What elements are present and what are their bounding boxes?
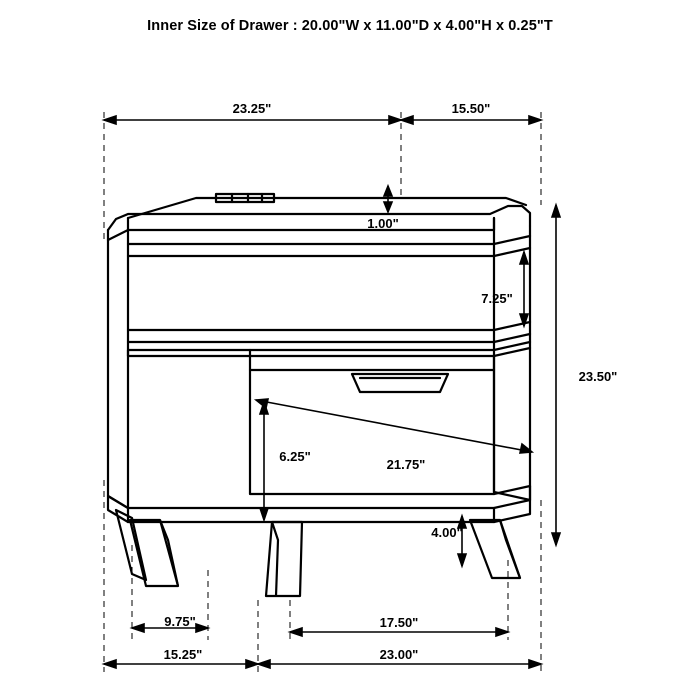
page-title: Inner Size of Drawer : 20.00"W x 11.00"D x 4.00"H x 0.25"T: [147, 18, 553, 34]
dim-overall-height: 23.50": [578, 369, 618, 384]
dim-base-depth: 17.50": [379, 615, 419, 630]
cabinet-outline: [108, 194, 530, 522]
dim-base-left-width: 15.25": [163, 647, 203, 662]
dim-leg-offset: 9.75": [164, 614, 196, 629]
dim-base-front-width: 23.00": [379, 647, 419, 662]
dim-upper-opening-height: 7.25": [481, 291, 513, 306]
dim-top-lip-height: 1.00": [367, 216, 399, 231]
dim-top-side-depth: 15.50": [451, 101, 491, 116]
dim-leg-height: 4.00": [431, 525, 463, 540]
extension-lines: [104, 112, 556, 672]
dim-lower-drawer-height: 6.25": [279, 449, 311, 464]
dimension-labels: [164, 101, 618, 662]
dim-drawer-front-width: 21.75": [386, 457, 426, 472]
dim-top-front-width: 23.25": [232, 101, 272, 116]
